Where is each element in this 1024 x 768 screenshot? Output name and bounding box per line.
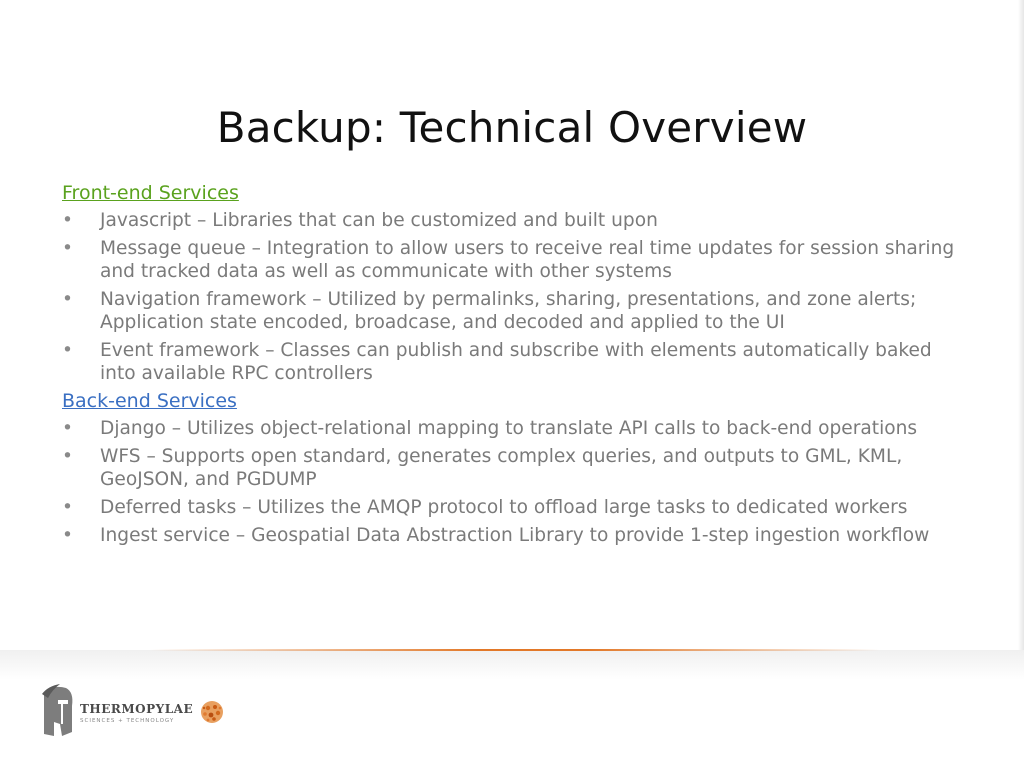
bullet-glyph: • <box>62 525 73 546</box>
bullet-text: Message queue – Integration to allow users to receive real time updates for session sharing and tracked data as well as communicate with other systems <box>100 238 955 282</box>
list-item <box>62 445 972 491</box>
list-item <box>62 496 972 519</box>
bullet-text: Django – Utilizes object-relational mapping to translate API calls to back-end operations <box>100 418 918 439</box>
list-item <box>62 339 972 385</box>
bullet-text: Javascript – Libraries that can be customized and built upon <box>100 210 658 231</box>
footer-accent-line <box>150 649 880 651</box>
list-item <box>62 209 972 232</box>
bullet-glyph: • <box>62 497 73 518</box>
bullet-glyph: • <box>62 446 73 467</box>
bullet-text: Ingest service – Geospatial Data Abstraction Library to provide 1-step ingestion workflow <box>100 525 930 546</box>
bullet-glyph: • <box>62 238 73 259</box>
logo-wordmark: THERMOPYLAE <box>80 702 194 716</box>
list-item <box>62 237 972 283</box>
bullet-glyph: • <box>62 289 73 310</box>
bullet-text: Navigation framework – Utilized by permalinks, sharing, presentations, and zone alerts; Application state encoded, broadcase, and decoded and applied to the UI <box>100 289 917 333</box>
bullet-glyph: • <box>62 210 73 231</box>
front-end-services-heading: Front-end Services <box>62 182 239 204</box>
list-item <box>62 417 972 440</box>
back-end-services-heading: Back-end Services <box>62 390 237 412</box>
bullet-text: WFS – Supports open standard, generates complex queries, and outputs to GML, KML, GeoJSON, and PGDUMP <box>100 446 903 490</box>
slide-title: Backup: Technical Overview <box>216 103 808 152</box>
list-item <box>62 524 972 547</box>
spartan-helmet-icon <box>42 684 72 736</box>
logo-tagline: SCIENCES + TECHNOLOGY <box>80 718 175 724</box>
slide-body <box>62 182 972 552</box>
list-item <box>62 288 972 334</box>
bullet-text: Deferred tasks – Utilizes the AMQP protocol to offload large tasks to dedicated workers <box>100 497 908 518</box>
bullet-glyph: • <box>62 340 73 361</box>
orange-dots-globe-icon <box>201 701 223 723</box>
bullet-text: Event framework – Classes can publish and subscribe with elements automatically baked into available RPC controllers <box>100 340 932 384</box>
bullet-glyph: • <box>62 418 73 439</box>
